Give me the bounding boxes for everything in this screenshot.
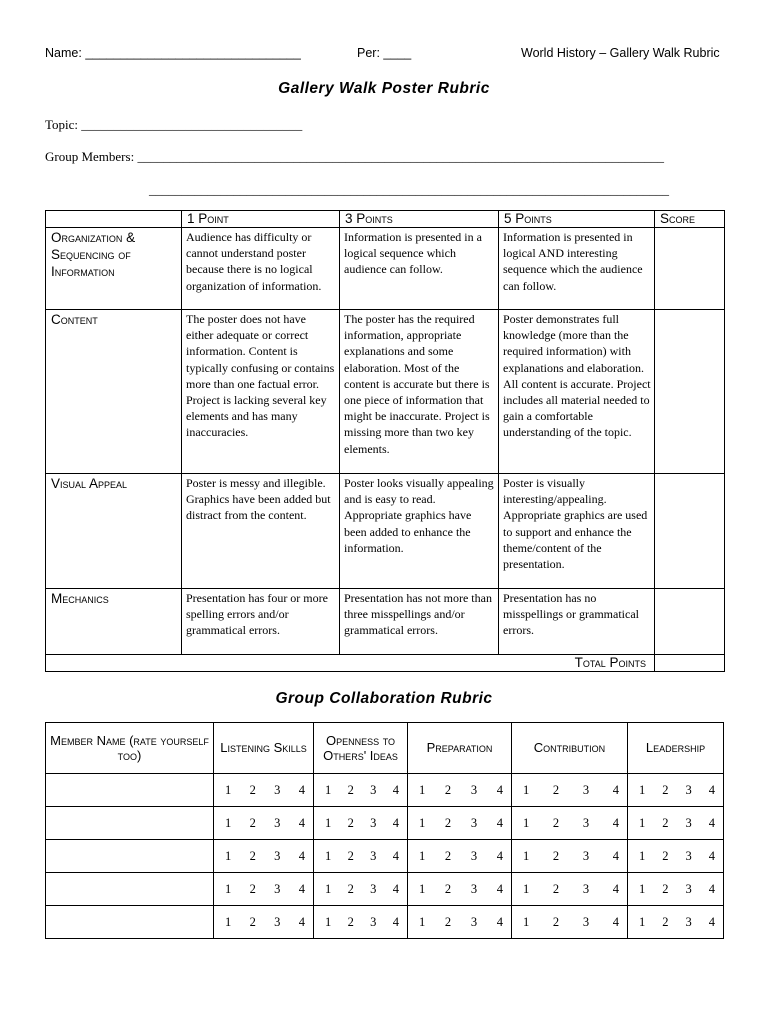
rating-option[interactable]: 2 — [444, 782, 452, 797]
rating-cell — [314, 906, 408, 939]
rubric-header-score: Score — [655, 211, 725, 228]
topic-line[interactable] — [45, 117, 302, 133]
group-members-blank[interactable]: _________________________________________________________________________________ — [137, 149, 664, 164]
rating-option[interactable]: 3 — [685, 914, 692, 929]
rating-option[interactable]: 3 — [274, 914, 281, 929]
rating-option[interactable]: 1 — [639, 848, 646, 863]
rating-option[interactable]: 2 — [249, 881, 256, 896]
descriptor-5-points: Presentation has no misspellings or grammatical errors. — [499, 589, 655, 655]
leadership-header: Leadership — [628, 723, 724, 774]
group-members-blank-2[interactable]: ________________________________________________________________________________ — [149, 182, 669, 197]
rating-option[interactable]: 1 — [225, 782, 232, 797]
group-members-line[interactable] — [45, 149, 664, 165]
rating-option[interactable]: 4 — [708, 782, 715, 797]
descriptor-3-points: The poster has the required information, appropriate explanations and some elaboration. Most of the content is accurate but there is one piece of information that might be inaccurate. Project is missing more than two key elements. — [340, 310, 499, 474]
rating-option[interactable]: 3 — [582, 881, 590, 896]
rating-option[interactable]: 4 — [496, 782, 503, 797]
rating-option[interactable]: 2 — [662, 914, 669, 929]
rating-option[interactable]: 2 — [347, 881, 354, 896]
rating-option[interactable]: 4 — [298, 815, 305, 830]
period-blank[interactable]: ____ — [383, 46, 412, 60]
rating-option[interactable]: 3 — [274, 815, 281, 830]
rating-option[interactable]: 1 — [639, 914, 646, 929]
rating-cell — [214, 807, 314, 840]
rating-option[interactable]: 2 — [662, 848, 669, 863]
member-name-cell[interactable] — [46, 873, 214, 906]
rating-cell — [408, 873, 512, 906]
rating-option[interactable]: 3 — [370, 782, 377, 797]
rating-cell — [628, 873, 724, 906]
rating-cell — [314, 807, 408, 840]
rating-option[interactable]: 3 — [685, 782, 692, 797]
rating-option[interactable]: 3 — [582, 815, 590, 830]
criterion-label: Mechanics — [46, 589, 182, 655]
rating-scale — [408, 816, 511, 831]
member-name-cell[interactable] — [46, 774, 214, 807]
criterion-label: Content — [46, 310, 182, 474]
rubric-header-3-points: 3 Points — [340, 211, 499, 228]
rating-option[interactable]: 2 — [444, 881, 452, 896]
rating-option[interactable]: 4 — [392, 881, 399, 896]
rating-option[interactable]: 1 — [419, 914, 426, 929]
rating-option[interactable]: 4 — [392, 914, 399, 929]
descriptor-5-points: Poster demonstrates full knowledge (more than the required information) with explanations and elaboration. All content is accurate. Project includes all material needed to gain a comfortable understanding of the topic. — [499, 310, 655, 474]
rating-option[interactable]: 1 — [639, 881, 646, 896]
period-label: Per: — [357, 46, 380, 60]
rating-scale — [628, 882, 723, 897]
rating-scale — [512, 882, 627, 897]
rating-option[interactable]: 1 — [225, 881, 232, 896]
rating-option[interactable]: 2 — [444, 815, 452, 830]
total-points-cell[interactable] — [655, 655, 725, 672]
rating-scale — [512, 915, 627, 930]
rating-option[interactable]: 2 — [347, 914, 354, 929]
rating-option[interactable]: 2 — [552, 848, 560, 863]
member-name-cell[interactable] — [46, 906, 214, 939]
rating-option[interactable]: 3 — [470, 881, 478, 896]
rating-option[interactable]: 4 — [298, 914, 305, 929]
score-cell[interactable] — [655, 228, 725, 310]
rating-scale — [628, 816, 723, 831]
rating-option[interactable]: 2 — [249, 848, 256, 863]
rating-option[interactable]: 3 — [370, 815, 377, 830]
rating-option[interactable]: 2 — [249, 782, 256, 797]
collab-member-row — [46, 807, 724, 840]
rating-option[interactable]: 3 — [685, 815, 692, 830]
rating-cell — [314, 873, 408, 906]
rating-option[interactable]: 3 — [582, 914, 590, 929]
rubric-row-mechanics — [46, 589, 725, 655]
rating-scale — [408, 915, 511, 930]
rating-option[interactable]: 4 — [612, 815, 619, 830]
rating-option[interactable]: 4 — [496, 914, 503, 929]
collab-rubric-table — [45, 722, 724, 939]
descriptor-1-point: Presentation has four or more spelling errors and/or grammatical errors. — [182, 589, 340, 655]
rating-option[interactable]: 4 — [496, 848, 503, 863]
rating-scale — [214, 783, 313, 798]
member-name-header: Member Name (rate yourself too) — [46, 723, 214, 774]
group-members-label: Group Members: — [45, 149, 135, 164]
rating-option[interactable]: 2 — [347, 848, 354, 863]
rating-scale — [314, 816, 407, 831]
collab-member-row — [46, 840, 724, 873]
rating-option[interactable]: 3 — [582, 848, 590, 863]
rating-option[interactable]: 2 — [662, 881, 669, 896]
rating-cell — [628, 906, 724, 939]
preparation-header: Preparation — [408, 723, 512, 774]
rubric-header-1-point: 1 Point — [182, 211, 340, 228]
poster-rubric-table — [45, 210, 725, 672]
rating-option[interactable]: 1 — [523, 881, 530, 896]
rating-option[interactable]: 2 — [662, 782, 669, 797]
rating-cell — [408, 807, 512, 840]
rating-option[interactable]: 4 — [298, 848, 305, 863]
descriptor-1-point: The poster does not have either adequate or correct information. Content is typically confusing or contains more than one factual error. Project is lacking several key elements and has many inaccuracies. — [182, 310, 340, 474]
rating-scale — [214, 849, 313, 864]
rating-cell — [628, 774, 724, 807]
rating-option[interactable]: 1 — [639, 782, 646, 797]
rating-option[interactable]: 2 — [662, 815, 669, 830]
rating-option[interactable]: 2 — [347, 782, 354, 797]
rating-option[interactable]: 1 — [225, 914, 232, 929]
rating-option[interactable]: 1 — [419, 782, 426, 797]
rating-scale — [408, 882, 511, 897]
rating-cell — [408, 774, 512, 807]
rating-option[interactable]: 4 — [392, 848, 399, 863]
descriptor-1-point: Poster is messy and illegible. Graphics have been added but distract from the content. — [182, 474, 340, 589]
rating-cell — [408, 840, 512, 873]
rating-option[interactable]: 4 — [298, 782, 305, 797]
rating-option[interactable]: 3 — [470, 914, 478, 929]
rubric-total-row — [46, 655, 725, 672]
rating-option[interactable]: 2 — [552, 881, 560, 896]
openness-header: Openness to Others' Ideas — [314, 723, 408, 774]
collab-member-row — [46, 906, 724, 939]
rating-scale — [628, 849, 723, 864]
member-name-cell[interactable] — [46, 840, 214, 873]
rating-option[interactable]: 2 — [347, 815, 354, 830]
rating-cell — [214, 840, 314, 873]
descriptor-1-point: Audience has difficulty or cannot understand poster because there is no logical organization of information. — [182, 228, 340, 310]
collab-member-row — [46, 774, 724, 807]
rating-option[interactable]: 3 — [582, 782, 590, 797]
rating-option[interactable]: 1 — [325, 815, 332, 830]
rating-option[interactable]: 3 — [685, 848, 692, 863]
rating-cell — [512, 840, 628, 873]
name-line[interactable] — [45, 46, 301, 60]
rating-option[interactable]: 3 — [370, 848, 377, 863]
period-line[interactable] — [357, 46, 411, 60]
rating-option[interactable]: 3 — [274, 848, 281, 863]
rating-option[interactable]: 1 — [419, 815, 426, 830]
rubric-header-5-points: 5 Points — [499, 211, 655, 228]
rating-scale — [512, 849, 627, 864]
rating-option[interactable]: 1 — [523, 782, 530, 797]
score-cell[interactable] — [655, 589, 725, 655]
rating-cell — [408, 906, 512, 939]
rating-cell — [214, 906, 314, 939]
rating-cell — [214, 873, 314, 906]
rating-option[interactable]: 2 — [249, 815, 256, 830]
collab-header-row — [46, 723, 724, 774]
rating-option[interactable]: 1 — [325, 881, 332, 896]
rating-option[interactable]: 3 — [470, 848, 478, 863]
rating-option[interactable]: 4 — [708, 914, 715, 929]
rating-cell — [214, 774, 314, 807]
rubric-header-row — [46, 211, 725, 228]
rating-option[interactable]: 1 — [225, 848, 232, 863]
rating-option[interactable]: 2 — [552, 914, 560, 929]
collab-rubric-title: Group Collaboration Rubric — [275, 690, 493, 707]
rubric-row-content — [46, 310, 725, 474]
rating-scale — [512, 816, 627, 831]
rating-option[interactable]: 1 — [523, 815, 530, 830]
rating-cell — [512, 807, 628, 840]
rating-option[interactable]: 4 — [496, 815, 503, 830]
rating-scale — [512, 783, 627, 798]
name-blank[interactable]: _______________________________ — [85, 46, 301, 60]
rating-option[interactable]: 3 — [470, 815, 478, 830]
rating-option[interactable]: 1 — [325, 782, 332, 797]
descriptor-5-points: Information is presented in logical AND interesting sequence which the audience can follow. — [499, 228, 655, 310]
rating-scale — [214, 816, 313, 831]
rating-option[interactable]: 1 — [325, 848, 332, 863]
rating-option[interactable]: 4 — [612, 782, 619, 797]
rating-scale — [314, 783, 407, 798]
score-cell[interactable] — [655, 474, 725, 589]
rating-option[interactable]: 2 — [444, 848, 452, 863]
rating-option[interactable]: 4 — [392, 815, 399, 830]
rating-option[interactable]: 2 — [249, 914, 256, 929]
course-title: World History – Gallery Walk Rubric — [521, 46, 720, 60]
rating-cell — [512, 873, 628, 906]
rating-cell — [628, 807, 724, 840]
rating-scale — [214, 915, 313, 930]
rating-option[interactable]: 4 — [708, 815, 715, 830]
rubric-header-blank — [46, 211, 182, 228]
rating-scale — [408, 849, 511, 864]
rubric-row-organization — [46, 228, 725, 310]
rating-scale — [628, 915, 723, 930]
rating-scale — [314, 882, 407, 897]
descriptor-5-points: Poster is visually interesting/appealing. Appropriate graphics are used to support and enhance the theme/content of the presentation. — [499, 474, 655, 589]
descriptor-3-points: Poster looks visually appealing and is easy to read. Appropriate graphics have been added to enhance the information. — [340, 474, 499, 589]
listening-skills-header: Listening Skills — [214, 723, 314, 774]
rating-cell — [314, 774, 408, 807]
contribution-header: Contribution — [512, 723, 628, 774]
rating-option[interactable]: 4 — [612, 914, 619, 929]
criterion-label: Organization & Sequencing of Information — [46, 228, 182, 310]
rating-cell — [512, 906, 628, 939]
rating-option[interactable]: 1 — [523, 848, 530, 863]
rating-option[interactable]: 2 — [552, 782, 560, 797]
topic-blank[interactable]: __________________________________ — [81, 117, 303, 132]
rating-option[interactable]: 3 — [370, 914, 377, 929]
rating-scale — [314, 915, 407, 930]
rating-scale — [214, 882, 313, 897]
rubric-row-visual-appeal — [46, 474, 725, 589]
rating-option[interactable]: 3 — [274, 881, 281, 896]
rating-option[interactable]: 1 — [325, 914, 332, 929]
rating-option[interactable]: 4 — [392, 782, 399, 797]
rating-option[interactable]: 4 — [298, 881, 305, 896]
topic-label: Topic: — [45, 117, 79, 132]
rating-cell — [512, 774, 628, 807]
collab-member-row — [46, 873, 724, 906]
rating-scale — [314, 849, 407, 864]
rating-option[interactable]: 3 — [274, 782, 281, 797]
member-name-cell[interactable] — [46, 807, 214, 840]
rating-scale — [628, 783, 723, 798]
rating-option[interactable]: 4 — [496, 881, 503, 896]
rating-option[interactable]: 1 — [639, 815, 646, 830]
rating-option[interactable]: 1 — [523, 914, 530, 929]
poster-rubric-title: Gallery Walk Poster Rubric — [278, 80, 490, 97]
descriptor-3-points: Information is presented in a logical sequence which audience can follow. — [340, 228, 499, 310]
rating-option[interactable]: 4 — [612, 848, 619, 863]
rating-cell — [628, 840, 724, 873]
rating-option[interactable]: 3 — [370, 881, 377, 896]
rating-option[interactable]: 4 — [612, 881, 619, 896]
rating-option[interactable]: 1 — [419, 881, 426, 896]
criterion-label: Visual Appeal — [46, 474, 182, 589]
rating-option[interactable]: 4 — [708, 848, 715, 863]
rating-option[interactable]: 2 — [444, 914, 452, 929]
descriptor-3-points: Presentation has not more than three misspellings and/or grammatical errors. — [340, 589, 499, 655]
rating-option[interactable]: 3 — [470, 782, 478, 797]
rating-option[interactable]: 3 — [685, 881, 692, 896]
rating-scale — [408, 783, 511, 798]
name-label: Name: — [45, 46, 82, 60]
rating-option[interactable]: 1 — [419, 848, 426, 863]
rating-cell — [314, 840, 408, 873]
rating-option[interactable]: 4 — [708, 881, 715, 896]
rating-option[interactable]: 2 — [552, 815, 560, 830]
rating-option[interactable]: 1 — [225, 815, 232, 830]
total-points-label: Total Points — [46, 655, 655, 672]
score-cell[interactable] — [655, 310, 725, 474]
